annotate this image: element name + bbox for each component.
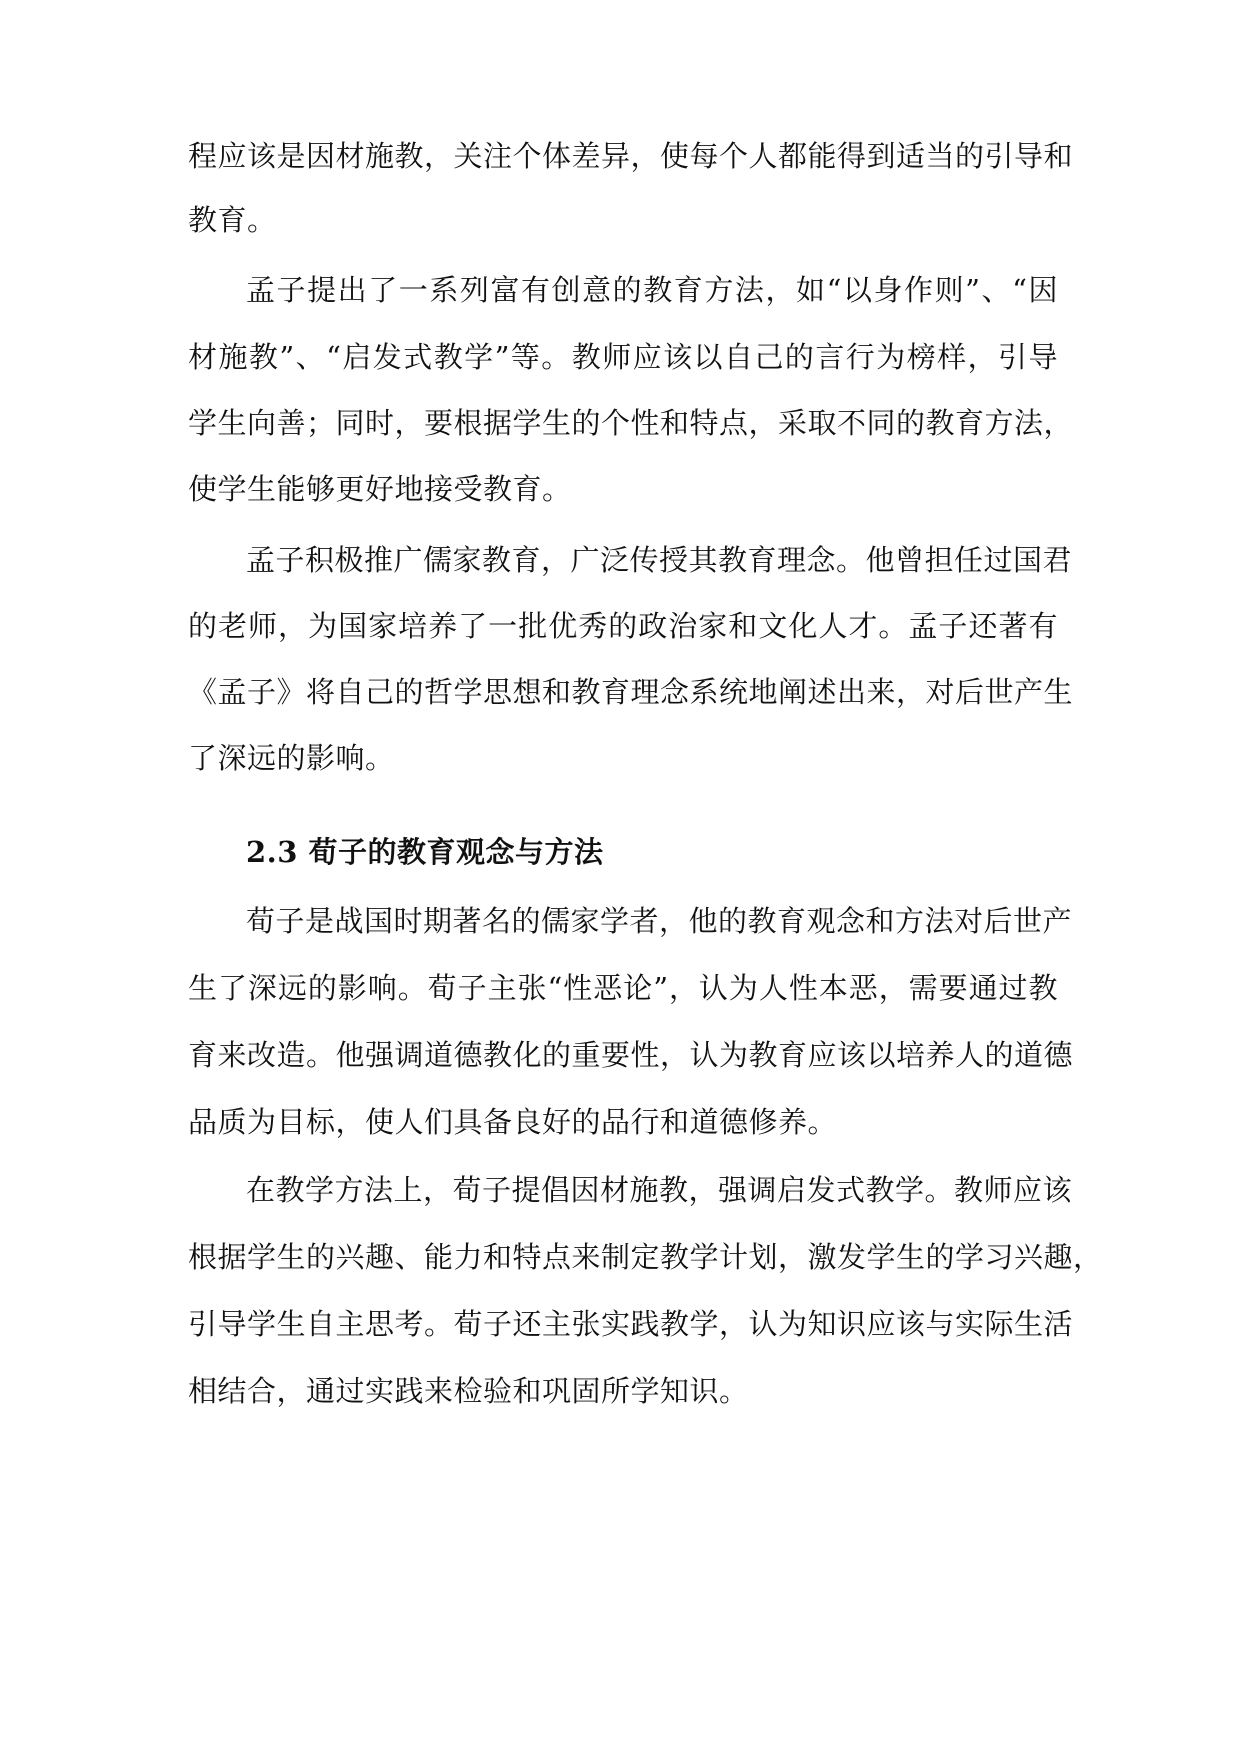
section-paragraph-1-line-1: 荀子是战国时期著名的儒家学者，他的教育观念和方法对后世产 <box>246 904 1073 938</box>
section-paragraph-1-line-3: 育来改造。他强调道德教化的重要性，认为教育应该以培养人的道德 <box>188 1038 1074 1072</box>
paragraph-3-line-1: 孟子积极推广儒家教育，广泛传授其教育理念。他曾担任过国君 <box>246 543 1073 577</box>
paragraph-3-line-4: 了深远的影响。 <box>188 741 395 775</box>
paragraph-2-line-3: 学生向善；同时，要根据学生的个性和特点，采取不同的教育方法， <box>188 406 1074 440</box>
section-heading: 2.3 荀子的教育观念与方法 <box>246 835 604 869</box>
section-paragraph-2-line-4: 相结合，通过实践来检验和巩固所学知识。 <box>188 1374 749 1408</box>
paragraph-3-line-2: 的老师，为国家培养了一批优秀的政治家和文化人才。孟子还著有 <box>188 609 1058 643</box>
section-paragraph-1-line-2: 生了深远的影响。荀子主张“性恶论”，认为人性本恶，需要通过教 <box>188 971 1058 1005</box>
paragraph-1-line-2: 教育。 <box>188 203 277 237</box>
section-paragraph-2-line-3: 引导学生自主思考。荀子还主张实践教学，认为知识应该与实际生活 <box>188 1307 1074 1341</box>
section-paragraph-2-line-1: 在教学方法上，荀子提倡因材施教，强调启发式教学。教师应该 <box>246 1173 1073 1207</box>
paragraph-2-line-2: 材施教”、“启发式教学”等。教师应该以自己的言行为榜样，引导 <box>188 340 1058 374</box>
paragraph-3-line-3: 《孟子》将自己的哲学思想和教育理念系统地阐述出来，对后世产生 <box>188 675 1074 709</box>
paragraph-2-line-1: 孟子提出了一系列富有创意的教育方法，如“以身作则”、“因 <box>246 273 1058 307</box>
paragraph-2-line-4: 使学生能够更好地接受教育。 <box>188 472 572 506</box>
paragraph-1-line-1: 程应该是因材施教，关注个体差异，使每个人都能得到适当的引导和 <box>188 139 1074 173</box>
section-paragraph-2-line-2: 根据学生的兴趣、能力和特点来制定教学计划，激发学生的学习兴趣， <box>188 1240 1103 1274</box>
section-paragraph-1-line-4: 品质为目标，使人们具备良好的品行和道德修养。 <box>188 1105 838 1139</box>
